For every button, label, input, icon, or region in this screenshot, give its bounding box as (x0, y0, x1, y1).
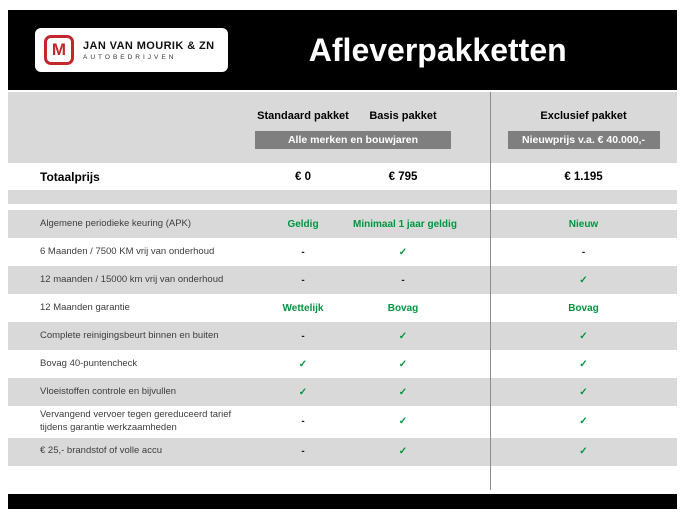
exclusief-value: ✓ (579, 386, 588, 398)
column-header-standaard: Standaard pakket (257, 110, 349, 122)
basis-value: ✓ (398, 246, 408, 258)
standaard-value: - (301, 416, 305, 428)
exclusief-value: ✓ (579, 446, 588, 458)
price-basis: € 795 (388, 170, 418, 183)
basis-value: ✓ (398, 386, 408, 398)
price-standaard: € 0 (295, 170, 311, 183)
basis-value: ✓ (398, 416, 408, 428)
exclusief-value: ✓ (579, 358, 588, 370)
table-row (8, 238, 677, 266)
feature-rows (8, 210, 677, 466)
badge-alle-merken: Alle merken en bouwjaren (255, 131, 451, 149)
price-row-label: Totaalprijs (40, 169, 100, 184)
price-row (8, 163, 677, 190)
row-label: 12 Maanden garantie (40, 301, 130, 313)
table-row (8, 378, 677, 406)
basis-value: - (401, 274, 405, 286)
row-label: Complete reinigingsbeurt binnen en buiten (40, 329, 219, 341)
logo-monogram-icon: M (44, 35, 74, 65)
exclusief-value: Bovag (568, 302, 599, 314)
logo-text (83, 40, 214, 61)
company-subtitle: AUTOBEDRIJVEN (83, 53, 177, 61)
row-label: Bovag 40-puntencheck (40, 357, 138, 369)
standaard-value: - (301, 446, 305, 458)
row-label: Algemene periodieke keuring (APK) (40, 217, 192, 229)
row-label: Vervangend vervoer tegen gereduceerd tarief tijdens garantie werkzaamheden (40, 409, 232, 433)
table-row (8, 438, 677, 466)
column-header-basis: Basis pakket (369, 110, 437, 122)
table-row (8, 210, 677, 238)
exclusief-value: ✓ (579, 274, 588, 286)
basis-value: ✓ (398, 358, 408, 370)
standaard-value: Wettelijk (282, 302, 324, 314)
page-title: Afleverpakketten (308, 31, 567, 68)
standaard-value: - (301, 246, 305, 258)
bottom-bar (8, 494, 677, 509)
row-label: 12 maanden / 15000 km vrij van onderhoud (40, 273, 224, 285)
standaard-value: ✓ (298, 386, 308, 398)
row-label: € 25,- brandstof of volle accu (40, 445, 162, 457)
gray-spacer-band (8, 190, 677, 204)
badge-nieuwprijs: Nieuwprijs v.a. € 40.000,- (508, 131, 660, 149)
table-row (8, 294, 677, 322)
row-label: Vloeistoffen controle en bijvullen (40, 385, 177, 397)
company-name: JAN VAN MOURIK & ZN (83, 39, 215, 52)
top-bar (8, 10, 677, 90)
exclusief-value: ✓ (579, 416, 588, 428)
company-logo (35, 28, 228, 72)
exclusief-value: ✓ (579, 330, 588, 342)
row-label: 6 Maanden / 7500 KM vrij van onderhoud (40, 245, 215, 257)
exclusief-value: Nieuw (568, 218, 599, 230)
basis-value: Bovag (387, 302, 419, 314)
basis-value: ✓ (398, 330, 408, 342)
column-header-exclusief: Exclusief pakket (540, 110, 627, 122)
exclusief-value: - (581, 246, 586, 258)
table-row (8, 350, 677, 378)
basis-value: Minimaal 1 jaar geldig (353, 218, 457, 230)
column-divider (490, 92, 491, 490)
table-row (8, 266, 677, 294)
standaard-value: - (301, 274, 305, 286)
standaard-value: - (301, 330, 305, 342)
table-row (8, 406, 677, 438)
standaard-value: Geldig (287, 218, 319, 230)
standaard-value: ✓ (298, 358, 308, 370)
price-exclusief: € 1.195 (564, 170, 603, 183)
table-row (8, 322, 677, 350)
basis-value: ✓ (398, 446, 408, 458)
table-header (8, 92, 677, 163)
